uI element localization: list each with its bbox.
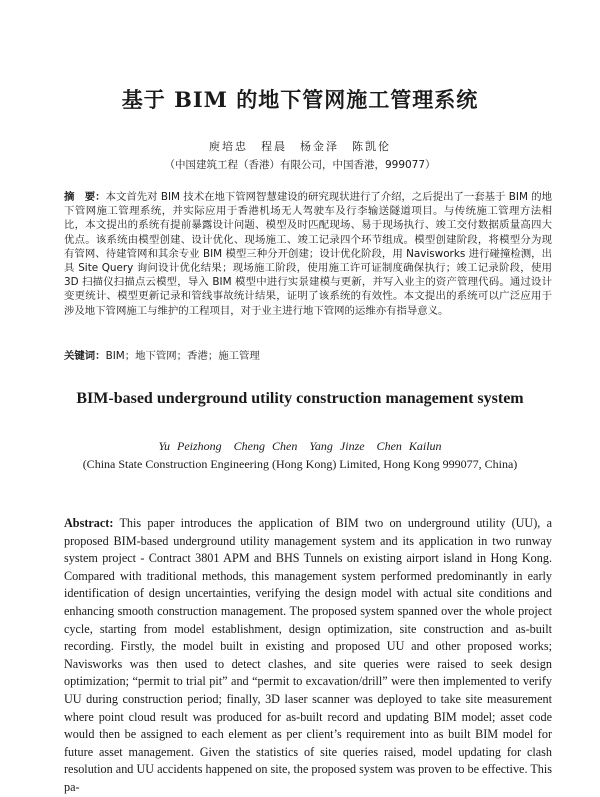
- english-authors: Yu Peizhong Cheng Chen Yang Jinze Chen Kailun: [158, 439, 442, 453]
- chinese-title: 基于 BIM 的地下管网施工管理系统: [121, 87, 479, 112]
- english-abstract: [64, 515, 552, 797]
- chinese-abstract-text: 本文首先对 BIM 技术在地下管网智慧建设的研究现状进行了介绍，之后提出了一套基于 BIM 的地下管网施工管理系统，并实际应用于香港机场无人驾驶车及行李输送隧道项目。与传统施工管理方法相比，本文提出的系统有提前暴露设计问题、模型及时匹配现场、易于现场执行、竣工交付数据质量高四大优点。该系统由模型创建、设计优化、现场施工、竣工记录四个环节组成。模型创建阶段，将模型分为现有管网、待建管网和其余专业 BIM 模型三种分开创建；设计优化阶段，用 Navisworks 进行碰撞检测，出具 Site Query 询问设计优化结果；现场施工阶段，使用施工许可证制度确保执行；竣工记录阶段，使用 3D 扫描仪扫描点云模型，导入 BIM 模型中进行实景建模与更新，并写入业主的资产管理代码。通过设计变更统计、模型更新记录和管线事故统计结果，证明了该系统的有效性。本文提出的系统可以广泛应用于涉及地下管网施工与维护的工程项目，对于业主进行地下管网的运维亦有指导意义。: [64, 191, 553, 317]
- english-abstract-text: This paper introduces the application of BIM two on underground utility (UU), a proposed BIM-based underground utility management system and its application in two runway system project - Contract 3801 APM and BHS Tunnels on existing airport island in Hong Kong. Compared with traditional methods, this management system performed predominantly in early identification of design uncertainties, verifying the design model with actual site conditions and enhancing smooth construction management. The proposed system spanned over the whole project cycle, starting from model establishment, design optimization, site construction and as-built recording. Firstly, the model built in existing and proposed UU and other proposed works; Navisworks was then used to detect clashes, and site queries were raised to seek design optimization; “permit to trial pit” and “permit to excavation/drill” were then implemented to verify UU during construction period; finally, 3D laser scanner was deployed to take site measurement where point cloud result was produced for as-built record and updating BIM model; asset code would then be assigned to each element as per client’s requirement into as built BIM model for future asset management. Given the statistics of site queries raised, model updating for clash resolution and UU accidents happened on site, the proposed system was proven to be effective. This pa-: [64, 516, 552, 794]
- english-affiliation: (China State Construction Engineering (Hong Kong) Limited, Hong Kong 999077, China): [82, 457, 518, 471]
- english-title: BIM-based underground utility construction management system: [76, 390, 524, 407]
- english-abstract-label: Abstract:: [64, 516, 114, 530]
- chinese-abstract: [64, 190, 552, 318]
- chinese-abstract-label: 摘 要：: [64, 191, 106, 203]
- chinese-keywords-text: BIM；地下管网；香港；施工管理: [105, 350, 260, 362]
- chinese-keywords: [64, 347, 552, 362]
- chinese-keywords-label: 关键词：: [64, 350, 106, 362]
- chinese-authors: 庾培忠 程晨 杨金泽 陈凯伦: [209, 140, 391, 153]
- chinese-affiliation: （中国建筑工程（香港）有限公司，中国香港，999077）: [164, 159, 436, 171]
